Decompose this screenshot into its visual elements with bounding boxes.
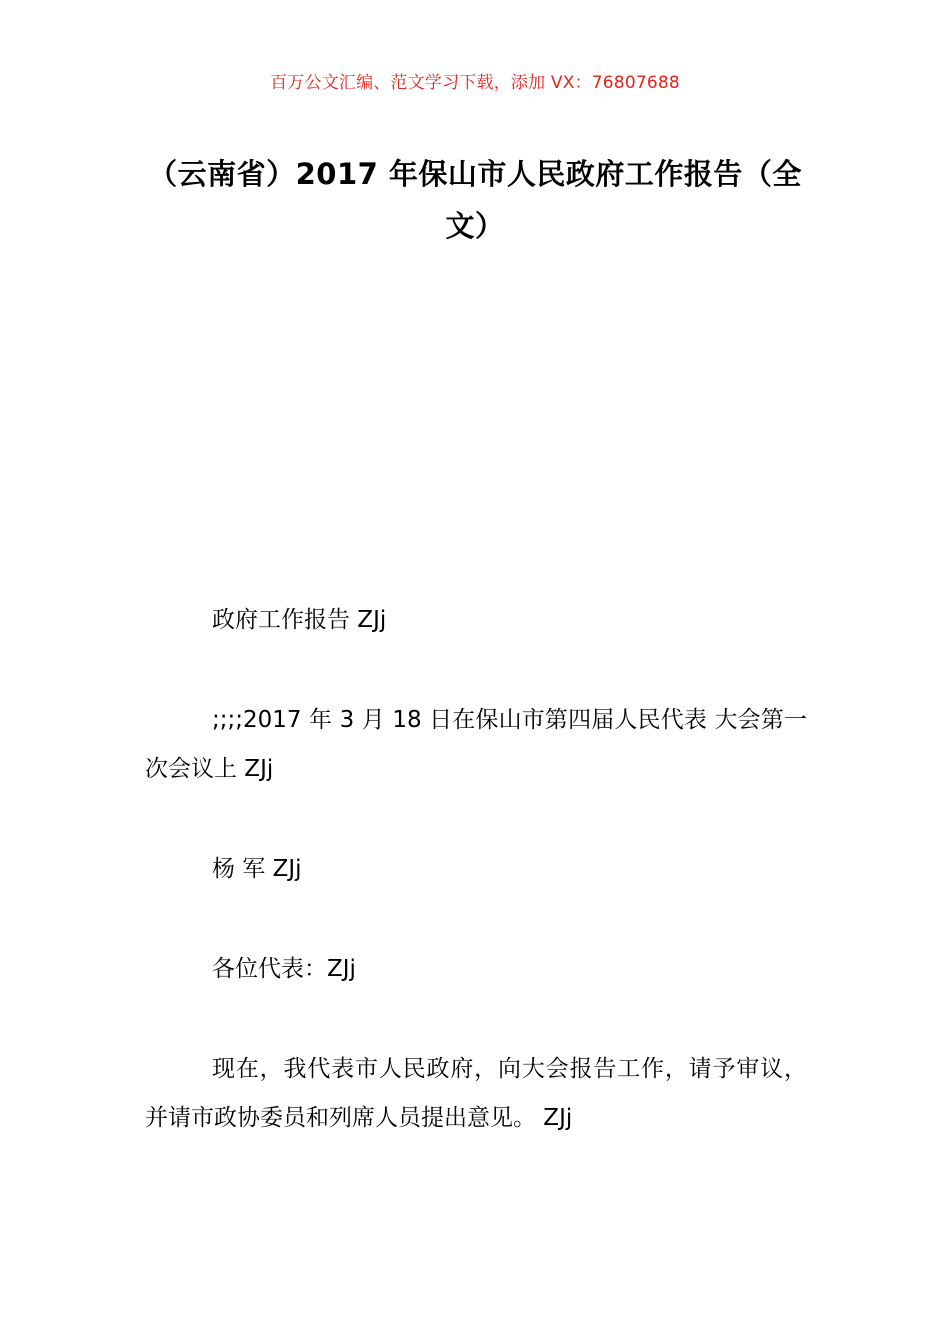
paragraph-meeting-date: ;;;;2017 年 3 月 18 日在保山市第四届人民代表 大会第一次会议上 ZJj (145, 707, 807, 782)
paragraph-salutation: 各位代表：ZJj (212, 956, 356, 982)
document-body (145, 596, 807, 1194)
promo-header: 百万公文汇编、范文学习下载，添加 VX：76807688 (270, 73, 680, 93)
paragraph-opening: 现在，我代表市人民政府，向大会报告工作，请予审议，并请市政协委员和列席人员提出意见。 ZJj (145, 1056, 807, 1131)
document-title: （云南省）2017 年保山市人民政府工作报告（全文） (148, 157, 802, 243)
paragraph-speaker: 杨 军 ZJj (212, 856, 302, 882)
paragraph-report-heading: 政府工作报告 ZJj (212, 607, 387, 633)
